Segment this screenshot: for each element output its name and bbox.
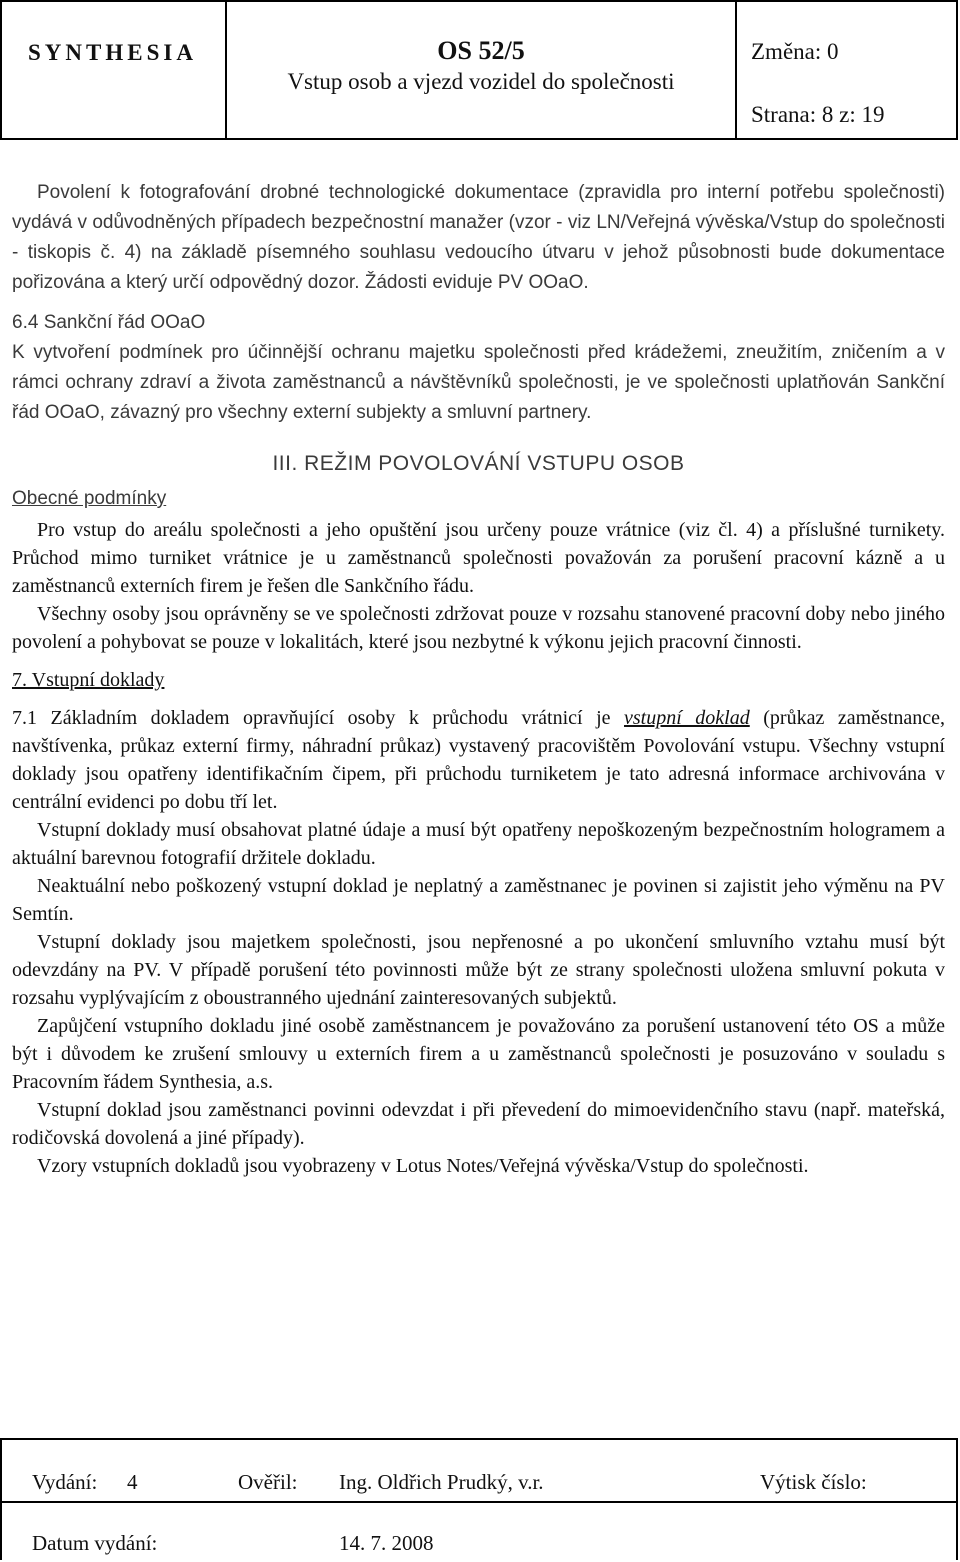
paragraph-company-property: Vstupní doklady jsou majetkem společnosti, jsou nepřenosné a po ukončení smluvního vztahu musí být odevzdány na PV. V případě porušení této povinnosti může být ze strany společnosti uložena smluvní pokuta v rozsahu vyplývajícím z oboustranného ujednání zainteresovaných subjektů. (12, 931, 945, 1009)
document-footer (0, 1438, 958, 1560)
section-6-4-text: K vytvoření podmínek pro účinnější ochranu majetku společnosti před krádežemi, zneužitím, zničením a v rámci ochrany zdraví a života zaměstnanců a návštěvníků společnosti, je ve společnosti uplatňován Sankční řád OOaO, závazný pro všechny externí subjekty a smluvní partnery. (12, 342, 945, 423)
entry-document-term: vstupní doklad (624, 707, 750, 729)
section-6-4-title: 6.4 Sankční řád OOaO (12, 312, 206, 333)
paragraph-samples: Vzory vstupních dokladů jsou vyobrazeny v Lotus Notes/Veřejná vývěska/Vstup do společnosti. (37, 1155, 809, 1177)
general-paragraph-2: Všechny osoby jsou oprávněny se ve společnosti zdržovat pouze v rozsahu stanovené pracovní doby nebo jiného povolení a pohybovat se pouze v lokalitách, které jsou nezbytné k výkonu jejich pracovní činnosti. (12, 603, 945, 653)
header-title-cell (227, 2, 737, 138)
document-body (12, 178, 945, 1180)
section-iii-title: III. REŽIM POVOLOVÁNÍ VSTUPU OSOB (272, 452, 685, 475)
edition-value: 4 (127, 1470, 138, 1494)
section-7-title: 7. Vstupní doklady (12, 669, 165, 691)
paragraph-lending: Zapůjčení vstupního dokladu jiné osobě zaměstnancem je považováno za porušení ustanovení této OS a může být i důvodem ke zrušení smlouvy u externích firem a u zaměstnanců společnosti je posuzováno v souladu s Pracovním řádem Synthesia, a.s. (12, 1015, 945, 1093)
company-name: SYNTHESIA (28, 40, 197, 65)
issue-date-value: 14. 7. 2008 (339, 1531, 434, 1555)
header-meta-cell (737, 2, 956, 138)
copy-number-label: Výtisk číslo: (760, 1470, 867, 1494)
general-paragraph-1: Pro vstup do areálu společnosti a jeho opuštění jsou určeny pouze vrátnice (viz čl. 4) a příslušné turnikety. Průchod mimo turniket vrátnice je u zaměstnanců společnosti považován za porušení pracovní kázně a u zaměstnanců externích firem je řešen dle Sankčního řádu. (12, 519, 945, 597)
general-conditions-title: Obecné podmínky (12, 488, 167, 509)
section-7-1-rest: (průkaz zaměstnance, navštívenka, průkaz externí firmy, náhradní průkaz) vystavený pracovištěm Povolování vstupu. Všechny vstupní doklady jsou opatřeny identifikačním čipem, při průchodu turniketem je tato adresná informace archivována v centrální evidenci po dobu tří let. (12, 707, 945, 813)
document-code: OS 52/5 (437, 36, 525, 65)
document-header (0, 0, 958, 140)
paragraph-return: Vstupní doklad jsou zaměstnanci povinni odevzdat i při převedení do mimoevidenčního stavu (např. mateřská, rodičovská dovolená a jiné případy). (12, 1099, 945, 1149)
footer-row-edition (2, 1440, 956, 1503)
issue-date-label: Datum vydání: (32, 1531, 158, 1555)
paragraph-photo-permit: Povolení k fotografování drobné technologické dokumentace (zpravidla pro interní potřebu společnosti) vydává v odůvodněných případech bezpečnostní manažer (vzor - viz LN/Veřejná vývěska/Vstup do společnosti - tiskopis č. 4) na základě písemného souhlasu vedoucího útvaru v jehož působnosti bude dokumentace pořizována a který určí odpovědný dozor. Žádosti eviduje PV OOaO. (12, 182, 945, 293)
page-number: Strana: 8 z: 19 (751, 102, 885, 127)
document-title: Vstup osob a vjezd vozidel do společnosti (287, 69, 675, 94)
edition-label: Vydání: (32, 1470, 98, 1494)
verified-value: Ing. Oldřich Prudký, v.r. (339, 1470, 544, 1494)
paragraph-invalid-document: Neaktuální nebo poškozený vstupní doklad je neplatný a zaměstnanec je povinen si zajistit jeho výměnu na PV Semtín. (12, 875, 945, 925)
section-7-1-start: 7.1 Základním dokladem opravňující osoby k průchodu vrátnicí je (12, 707, 625, 729)
paragraph-valid-data: Vstupní doklady musí obsahovat platné údaje a musí být opatřeny nepoškozeným bezpečnostním hologramem a aktuální barevnou fotografií držitele dokladu. (12, 819, 945, 869)
footer-row-date (2, 1501, 956, 1562)
header-company-cell (2, 2, 227, 138)
revision-number: Změna: 0 (751, 39, 839, 64)
verified-label: Ověřil: (238, 1470, 298, 1494)
section-7-1-paragraph (12, 704, 945, 816)
